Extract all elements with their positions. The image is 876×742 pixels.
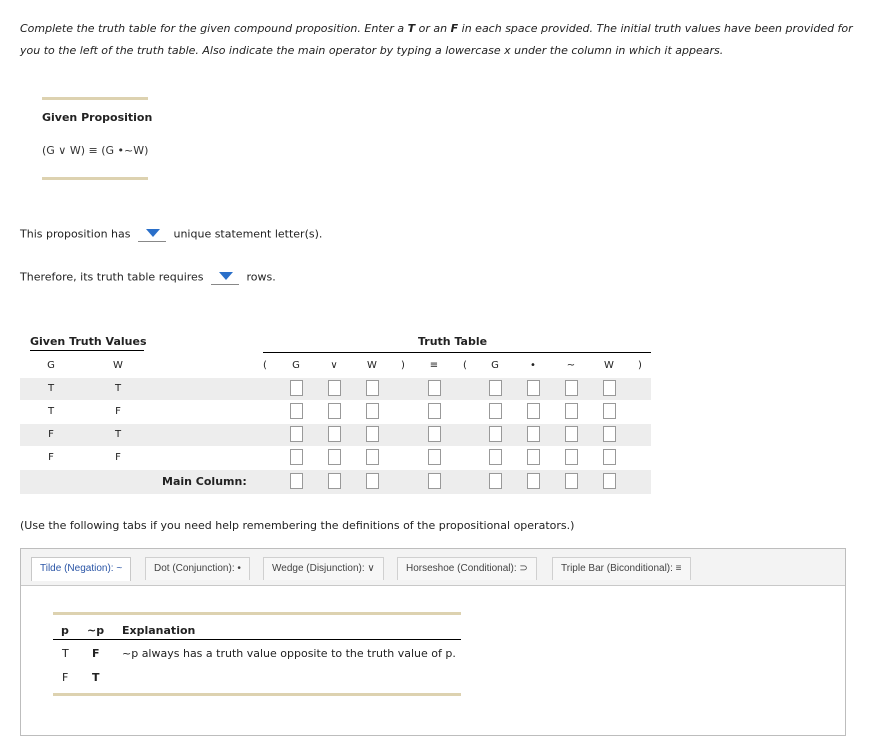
tab-dot[interactable]: Dot (Conjunction): • bbox=[145, 557, 250, 580]
tilde-col-p: p bbox=[61, 624, 69, 637]
given-truth-values-heading: Given Truth Values bbox=[30, 335, 147, 348]
truth-col-header: G bbox=[292, 360, 300, 371]
given-value: F bbox=[115, 406, 121, 417]
given-value: T bbox=[47, 406, 55, 417]
main-column-input[interactable] bbox=[290, 473, 303, 489]
truth-value-input[interactable] bbox=[527, 426, 540, 442]
truth-value-input[interactable] bbox=[328, 380, 341, 396]
given-value: F bbox=[48, 429, 54, 440]
truth-col-header: ∨ bbox=[330, 360, 338, 371]
statement-letters-dropdown[interactable] bbox=[138, 227, 166, 242]
truth-value-input[interactable] bbox=[428, 403, 441, 419]
truth-col-header: G bbox=[491, 360, 499, 371]
truth-value-input[interactable] bbox=[366, 403, 379, 419]
given-value: T bbox=[114, 429, 122, 440]
instructions-t: T bbox=[407, 22, 416, 35]
given-top-rule bbox=[42, 97, 148, 100]
truth-value-input[interactable] bbox=[527, 380, 540, 396]
truth-table-underline bbox=[263, 352, 651, 353]
given-value: F bbox=[48, 452, 54, 463]
truth-value-input[interactable] bbox=[565, 380, 578, 396]
truth-col-header: ) bbox=[401, 360, 405, 371]
truth-value-input[interactable] bbox=[603, 426, 616, 442]
given-value: F bbox=[115, 452, 121, 463]
main-column-input[interactable] bbox=[603, 473, 616, 489]
tab-tilde[interactable]: Tilde (Negation): ~ bbox=[31, 557, 131, 581]
truth-value-input[interactable] bbox=[565, 426, 578, 442]
dropdown-arrow-icon bbox=[146, 229, 160, 237]
tilde-explanation: ~p always has a truth value opposite to the truth value of p. bbox=[122, 647, 456, 660]
tilde-col-notp: ~p bbox=[87, 624, 105, 637]
given-heading-underline bbox=[30, 350, 144, 351]
main-column-input[interactable] bbox=[489, 473, 502, 489]
given-col-header: W bbox=[113, 360, 123, 371]
truth-value-input[interactable] bbox=[366, 380, 379, 396]
tilde-cell: T bbox=[62, 647, 69, 660]
tilde-cell: F bbox=[62, 671, 69, 684]
truth-col-header: ( bbox=[263, 360, 267, 371]
truth-col-header: ~ bbox=[566, 360, 576, 371]
truth-col-header: • bbox=[530, 360, 536, 371]
main-column-input[interactable] bbox=[328, 473, 341, 489]
given-bottom-rule bbox=[42, 177, 148, 180]
given-proposition-heading: Given Proposition bbox=[42, 111, 153, 124]
truth-value-input[interactable] bbox=[328, 449, 341, 465]
truth-value-input[interactable] bbox=[290, 403, 303, 419]
truth-value-input[interactable] bbox=[489, 426, 502, 442]
truth-col-header: W bbox=[367, 360, 377, 371]
statement-letters-sentence: This proposition has unique statement letter(s). bbox=[20, 227, 323, 241]
truth-value-input[interactable] bbox=[428, 426, 441, 442]
tilde-top-rule bbox=[53, 612, 461, 615]
truth-value-input[interactable] bbox=[603, 449, 616, 465]
tab-horseshoe[interactable]: Horseshoe (Conditional): ⊃ bbox=[397, 557, 537, 580]
tilde-header-underline bbox=[53, 639, 461, 640]
instructions-f: F bbox=[450, 22, 459, 35]
tab-bar bbox=[21, 549, 845, 586]
truth-value-input[interactable] bbox=[428, 380, 441, 396]
help-text: (Use the following tabs if you need help remembering the definitions of the propositional operators.) bbox=[20, 519, 575, 532]
truth-value-input[interactable] bbox=[290, 426, 303, 442]
truth-value-input[interactable] bbox=[328, 403, 341, 419]
truth-value-input[interactable] bbox=[489, 380, 502, 396]
main-column-label: Main Column: bbox=[162, 475, 247, 488]
operator-tabs-panel bbox=[20, 548, 846, 736]
given-proposition: (G ∨ W) ≡ (G •~W) bbox=[42, 144, 149, 157]
tilde-bottom-rule bbox=[53, 693, 461, 696]
truth-value-input[interactable] bbox=[328, 426, 341, 442]
given-col-header: G bbox=[47, 360, 55, 371]
tilde-col-explanation: Explanation bbox=[122, 624, 196, 637]
rows-sentence: Therefore, its truth table requires rows. bbox=[20, 270, 276, 284]
truth-col-header: ) bbox=[638, 360, 642, 371]
truth-col-header: ≡ bbox=[429, 360, 439, 371]
truth-value-input[interactable] bbox=[489, 449, 502, 465]
tab-wedge[interactable]: Wedge (Disjunction): ∨ bbox=[263, 557, 384, 580]
main-column-input[interactable] bbox=[565, 473, 578, 489]
rows-dropdown[interactable] bbox=[211, 270, 239, 285]
dropdown-arrow-icon bbox=[219, 272, 233, 280]
tab-triple-bar[interactable]: Triple Bar (Biconditional): ≡ bbox=[552, 557, 691, 580]
truth-value-input[interactable] bbox=[428, 449, 441, 465]
truth-col-header: W bbox=[604, 360, 614, 371]
truth-value-input[interactable] bbox=[527, 403, 540, 419]
truth-value-input[interactable] bbox=[290, 449, 303, 465]
main-column-input[interactable] bbox=[366, 473, 379, 489]
truth-value-input[interactable] bbox=[489, 403, 502, 419]
truth-col-header: ( bbox=[463, 360, 467, 371]
given-value: T bbox=[47, 383, 55, 394]
truth-value-input[interactable] bbox=[527, 449, 540, 465]
truth-value-input[interactable] bbox=[366, 449, 379, 465]
tilde-cell: F bbox=[92, 647, 100, 660]
truth-value-input[interactable] bbox=[290, 380, 303, 396]
truth-value-input[interactable] bbox=[565, 403, 578, 419]
truth-value-input[interactable] bbox=[565, 449, 578, 465]
main-column-input[interactable] bbox=[527, 473, 540, 489]
truth-value-input[interactable] bbox=[603, 380, 616, 396]
given-value: T bbox=[114, 383, 122, 394]
truth-value-input[interactable] bbox=[603, 403, 616, 419]
instructions: Complete the truth table for the given compound proposition. Enter a T or an F in each space provided. The initial truth values have been provided for you to the left of the truth table. Also indicate the main operator by typing a lowercase x under the column in which it appears. bbox=[20, 22, 853, 57]
truth-table-heading: Truth Table bbox=[418, 335, 488, 348]
truth-value-input[interactable] bbox=[366, 426, 379, 442]
main-column-input[interactable] bbox=[428, 473, 441, 489]
tilde-cell: T bbox=[92, 671, 100, 684]
